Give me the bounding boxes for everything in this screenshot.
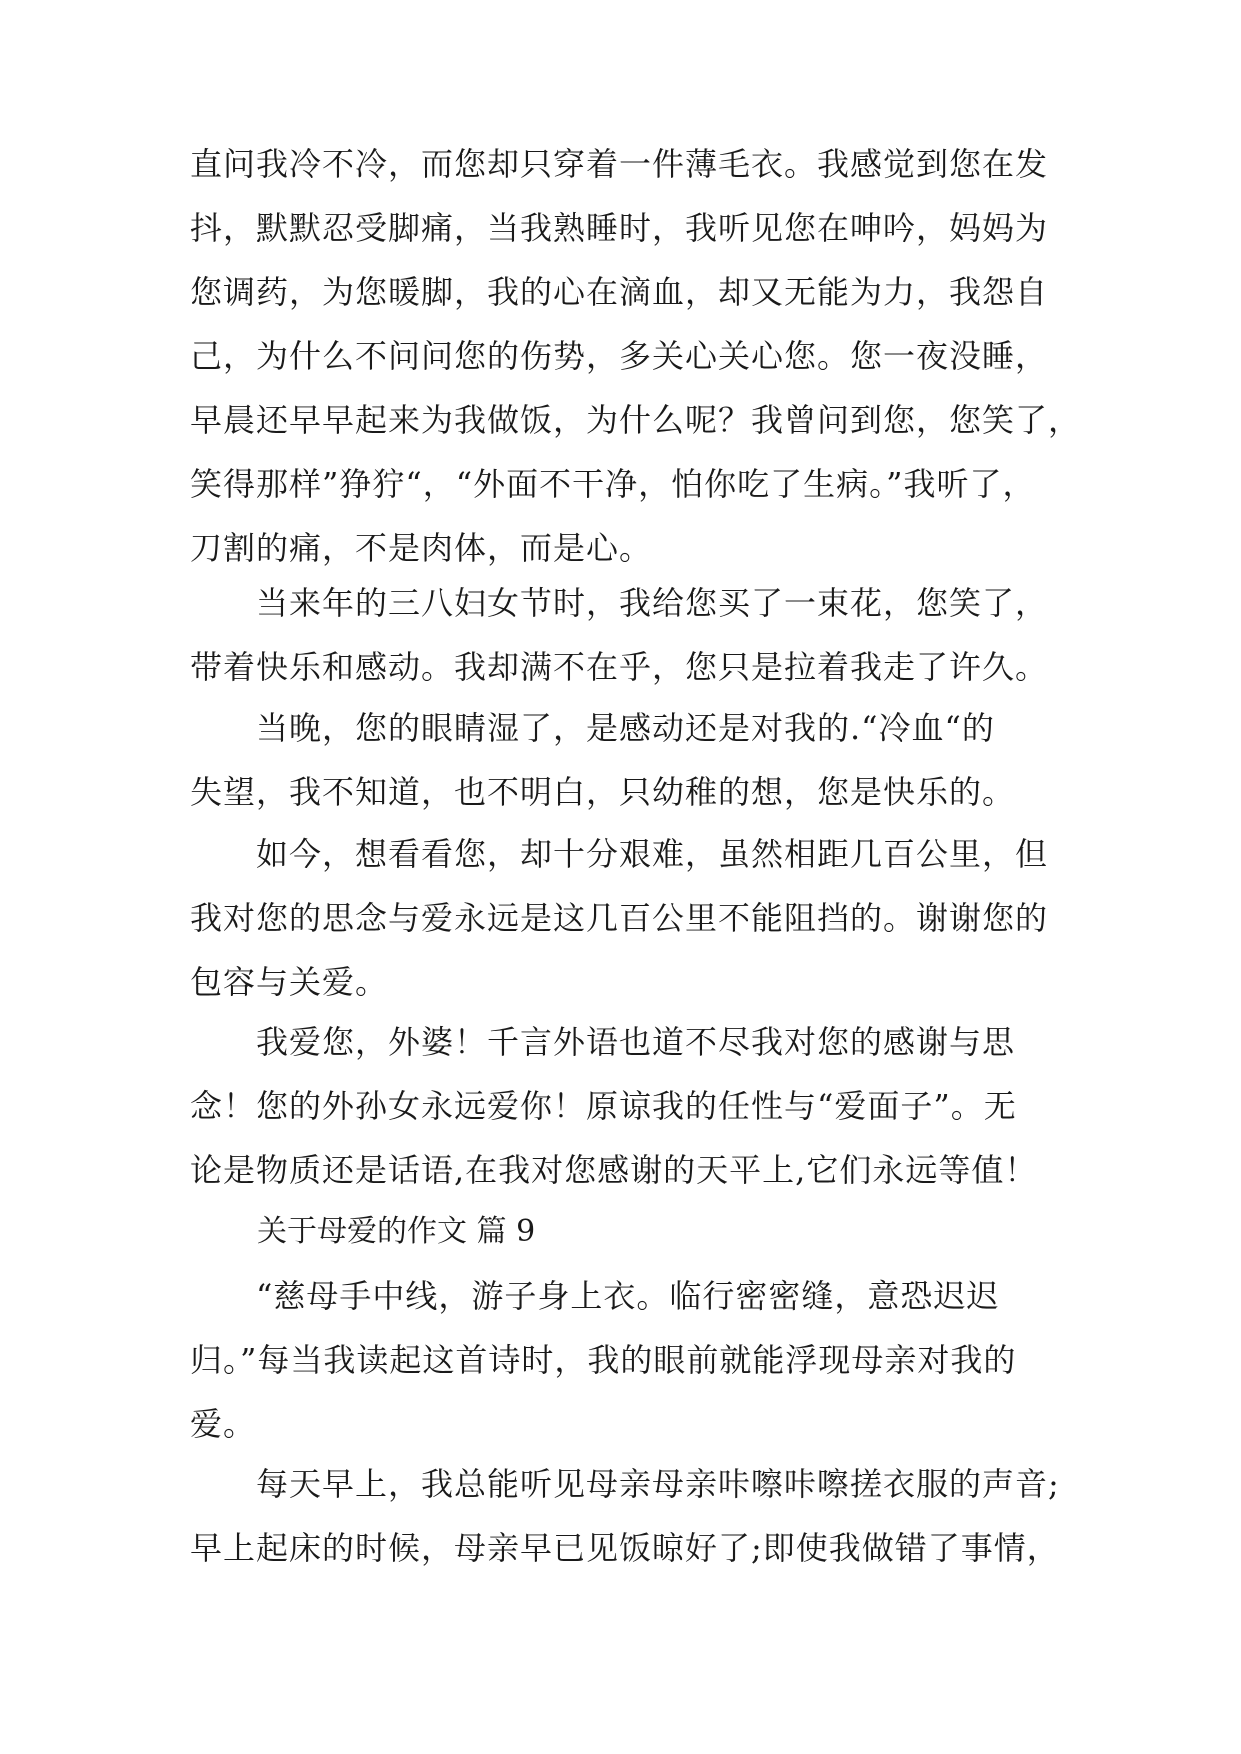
- text-line: 如今，想看看您，却十分艰难，虽然相距几百公里，但: [190, 835, 1049, 873]
- text-line: 刀割的痛，不是肉体，而是心。: [190, 529, 653, 567]
- text-line: 我爱您，外婆！千言外语也道不尽我对您的感谢与思: [190, 1023, 1016, 1061]
- paragraph-5: [190, 1010, 1070, 1202]
- paragraph-6: [190, 1264, 1070, 1456]
- text-line: 失望，我不知道，也不明白，只幼稚的想，您是快乐的。: [190, 773, 1016, 811]
- text-line: 论是物质还是话语,在我对您感谢的天平上,它们永远等值！: [190, 1151, 1038, 1189]
- text-line: “慈母手中线，游子身上衣。临行密密缝，意恐迟迟: [190, 1277, 1000, 1315]
- text-line: 每天早上，我总能听见母亲母亲咔嚓咔嚓搓衣服的声音;: [190, 1465, 1060, 1503]
- text-line: 归。”每当我读起这首诗时，我的眼前就能浮现母亲对我的: [190, 1341, 1017, 1379]
- text-line: 当晚，您的眼睛湿了，是感动还是对我的.“冷血“的: [190, 709, 995, 747]
- text-line: 爱。: [190, 1405, 257, 1443]
- paragraph-3: [190, 696, 1070, 824]
- text-line: 您调药，为您暖脚，我的心在滴血，却又无能为力，我怨自: [190, 273, 1049, 311]
- text-line: 己，为什么不问问您的伤势，多关心关心您。您一夜没睡，: [190, 337, 1049, 375]
- paragraph-7: [190, 1452, 1070, 1580]
- paragraph-2: [190, 571, 1070, 699]
- section-title: 关于母爱的作文 篇 9: [257, 1214, 536, 1249]
- text-line: 当来年的三八妇女节时，我给您买了一束花，您笑了，: [190, 584, 1049, 622]
- text-line: 包容与关爱。: [190, 963, 389, 1001]
- text-line: 念！您的外孙女永远爱你！原谅我的任性与“爱面子”。无: [190, 1087, 1017, 1125]
- text-line: 带着快乐和感动。我却满不在乎，您只是拉着我走了许久。: [190, 648, 1049, 686]
- paragraph-1: [190, 132, 1082, 580]
- text-line: 早上起床的时候，母亲早已见饭晾好了;即使我做错了事情，: [190, 1529, 1060, 1567]
- text-line: 早晨还早早起来为我做饭，为什么呢？我曾问到您，您笑了，: [190, 401, 1082, 439]
- text-line: 直问我冷不冷，而您却只穿着一件薄毛衣。我感觉到您在发: [190, 145, 1049, 183]
- text-line: 抖，默默忍受脚痛，当我熟睡时，我听见您在呻吟，妈妈为: [190, 209, 1049, 247]
- paragraph-4: [190, 822, 1070, 1014]
- text-line: 我对您的思念与爱永远是这几百公里不能阻挡的。谢谢您的: [190, 899, 1049, 937]
- text-line: 笑得那样”狰狞“，“外面不干净，怕你吃了生病。”我听了，: [190, 465, 1036, 503]
